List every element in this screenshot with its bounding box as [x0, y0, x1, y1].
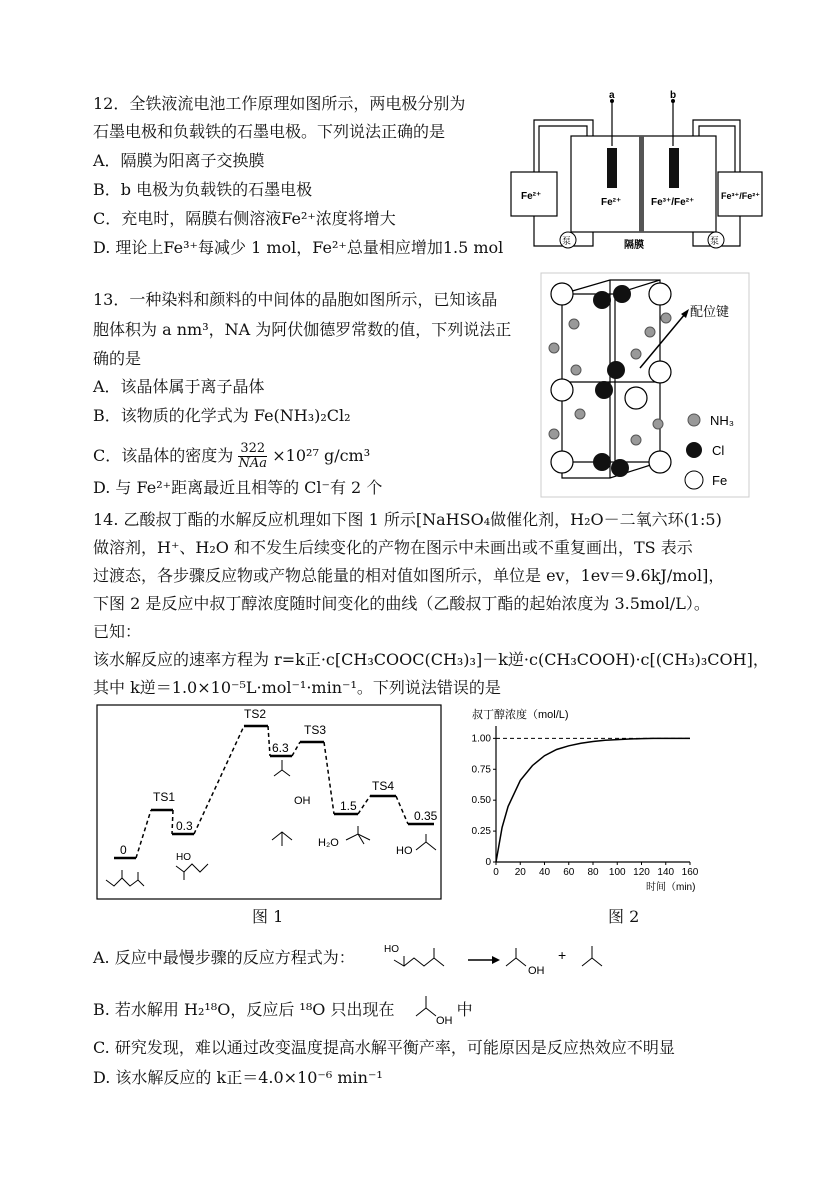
acetic-acid-oh: OH — [436, 1015, 453, 1027]
option-a-structures — [382, 930, 622, 980]
q12-option-a: A．隔膜为阳离子交换膜 — [93, 151, 265, 170]
plus-sign: + — [558, 947, 567, 963]
x-tick-label: 60 — [563, 867, 575, 878]
q14-line1: 14. 乙酸叔丁酯的水解反应机理如下图 1 所示[NaHSO₄做催化剂，H₂O－二氧六环(1:5) — [93, 510, 722, 529]
q13-option-d: D. 与 Fe²⁺距离最近且相等的 Cl⁻有 2 个 — [93, 478, 383, 497]
q13-option-a: A．该晶体属于离子晶体 — [93, 377, 265, 396]
q14-line2: 做溶剂，H⁺、H₂O 和不发生后续变化的产物在图示中未画出或不重复画出，TS 表示 — [93, 538, 693, 557]
fraction-numerator: 322 — [240, 441, 266, 456]
y-tick-label: 0.25 — [471, 826, 491, 838]
electrode-b — [669, 148, 679, 188]
energy-value-1-5: 1.5 — [340, 799, 357, 813]
membrane-label: 隔膜 — [624, 240, 644, 251]
y-tick-label: 0 — [485, 857, 491, 868]
membrane — [639, 136, 644, 232]
q14-option-d: D. 该水解反应的 k正＝4.0×10⁻⁶ min⁻¹ — [93, 1068, 383, 1087]
figure1-caption: 图 1 — [252, 907, 284, 926]
right-cell-label: Fe³⁺/Fe²⁺ — [651, 197, 695, 208]
q13-line1: 13．一种染料和颜料的中间体的晶胞如图所示，已知该晶 — [93, 290, 498, 309]
legend-fe: Fe — [712, 473, 728, 488]
q12-option-b: B．b 电极为负载铁的石墨电极 — [93, 180, 313, 199]
q13-line3: 确的是 — [93, 349, 142, 368]
ho-label: HO — [396, 845, 413, 857]
y-tick-label: 0.50 — [471, 795, 491, 807]
q12-option-d: D. 理论上Fe³⁺每减少 1 mol，Fe²⁺总量相应增加1.5 mol — [93, 238, 504, 257]
q14-line3: 过渡态，各步骤反应物或产物总能量的相对值如图所示，单位是 ev，1ev＝9.6kJ/mol]， — [93, 566, 725, 585]
legend-nh3: NH₃ — [710, 413, 735, 428]
left-cell-label: Fe²⁺ — [601, 197, 622, 208]
option-a-ho: HO — [384, 944, 399, 955]
label-b: b — [670, 90, 677, 101]
energy-value-0: 0 — [120, 843, 127, 857]
battery-diagram — [503, 88, 763, 260]
fraction-denominator: NAa — [238, 456, 268, 471]
chart-xlabel: 时间（min) — [646, 882, 696, 893]
protonated-ho-label: HO — [176, 852, 191, 863]
energy-value-0-3: 0.3 — [176, 819, 193, 833]
q13-line2: 胞体积为 a nm³，NA 为阿伏伽德罗常数的值，下列说法正 — [93, 320, 512, 339]
density-fraction — [238, 442, 267, 471]
energy-profile-figure — [96, 704, 442, 900]
left-tank-label: Fe²⁺ — [521, 191, 542, 202]
acid-oh-label: OH — [294, 795, 311, 807]
energy-value-0-35: 0.35 — [414, 809, 438, 823]
chart-ylabel: 叔丁醇浓度（mol/L) — [472, 709, 569, 721]
ts3-label: TS3 — [304, 723, 327, 737]
concentration-curve — [496, 738, 690, 862]
x-tick-label: 20 — [514, 867, 526, 878]
q12-line1: 12．全铁液流电池工作原理如图所示，两电极分别为 — [93, 94, 466, 113]
q13-option-c-prefix: C．该晶体的密度为 — [93, 446, 234, 465]
coordinate-bond-label: 配位键 — [690, 304, 730, 319]
legend-cl: Cl — [712, 443, 725, 458]
option-a-oh: OH — [528, 965, 545, 977]
q14-option-a: A. 反应中最慢步骤的反应方程式为： — [93, 948, 355, 967]
q14-line4: 下图 2 是反应中叔丁醇浓度随时间变化的曲线（乙酸叔丁酯的起始浓度为 3.5mol/L）。 — [93, 594, 710, 613]
x-tick-label: 140 — [657, 867, 675, 878]
electrode-a — [607, 148, 617, 188]
right-tank-label: Fe³⁺/Fe²⁺ — [721, 191, 761, 201]
ts1-label: TS1 — [153, 790, 176, 804]
q14-line5: 已知： — [93, 622, 142, 641]
q13-option-c-suffix: ×10²⁷ g/cm³ — [272, 446, 371, 465]
x-tick-label: 160 — [681, 867, 699, 878]
q13-option-c — [93, 442, 370, 471]
q12-option-c: C．充电时，隔膜右侧溶液Fe²⁺浓度将增大 — [93, 209, 396, 228]
figure2-caption: 图 2 — [608, 907, 640, 926]
x-tick-label: 100 — [608, 867, 626, 878]
q13-option-b: B．该物质的化学式为 Fe(NH₃)₂Cl₂ — [93, 406, 351, 425]
x-tick-label: 40 — [538, 867, 551, 878]
right-pump-label: 泵 — [710, 236, 720, 246]
h2o-label: H₂O — [318, 837, 339, 849]
left-pump-label: 泵 — [562, 236, 572, 246]
crystal-cell-diagram — [540, 272, 750, 498]
q14-option-b-text: B. 若水解用 H₂¹⁸O，反应后 ¹⁸O 只出现在 — [93, 1000, 395, 1019]
q14-line7: 其中 k逆＝1.0×10⁻⁵L·mol⁻¹·min⁻¹。下列说法错误的是 — [93, 678, 501, 697]
y-tick-label: 1.00 — [471, 733, 491, 745]
x-tick-label: 120 — [633, 867, 650, 878]
x-tick-label: 0 — [493, 867, 499, 878]
q14-line6: 该水解反应的速率方程为 r=k正·c[CH₃COOC(CH₃)₃]－k逆·c(CH₃COOH)·c[(CH₃)₃COH]， — [93, 650, 769, 669]
x-tick-label: 80 — [587, 867, 599, 878]
label-a: a — [609, 90, 615, 101]
q12-line2: 石墨电极和负载铁的石墨电极。下列说法正确的是 — [93, 122, 446, 141]
q14-option-c: C. 研究发现，难以通过改变温度提高水解平衡产率，可能原因是反应热效应不明显 — [93, 1038, 675, 1057]
tert-butanol-chart — [458, 704, 708, 900]
y-tick-label: 0.75 — [471, 764, 491, 776]
energy-value-6-3: 6.3 — [272, 741, 289, 755]
ts2-label: TS2 — [244, 707, 267, 721]
acetic-acid-structure — [410, 988, 470, 1028]
q14-option-b-end: 中 — [456, 1000, 473, 1019]
ts4-label: TS4 — [372, 779, 395, 793]
